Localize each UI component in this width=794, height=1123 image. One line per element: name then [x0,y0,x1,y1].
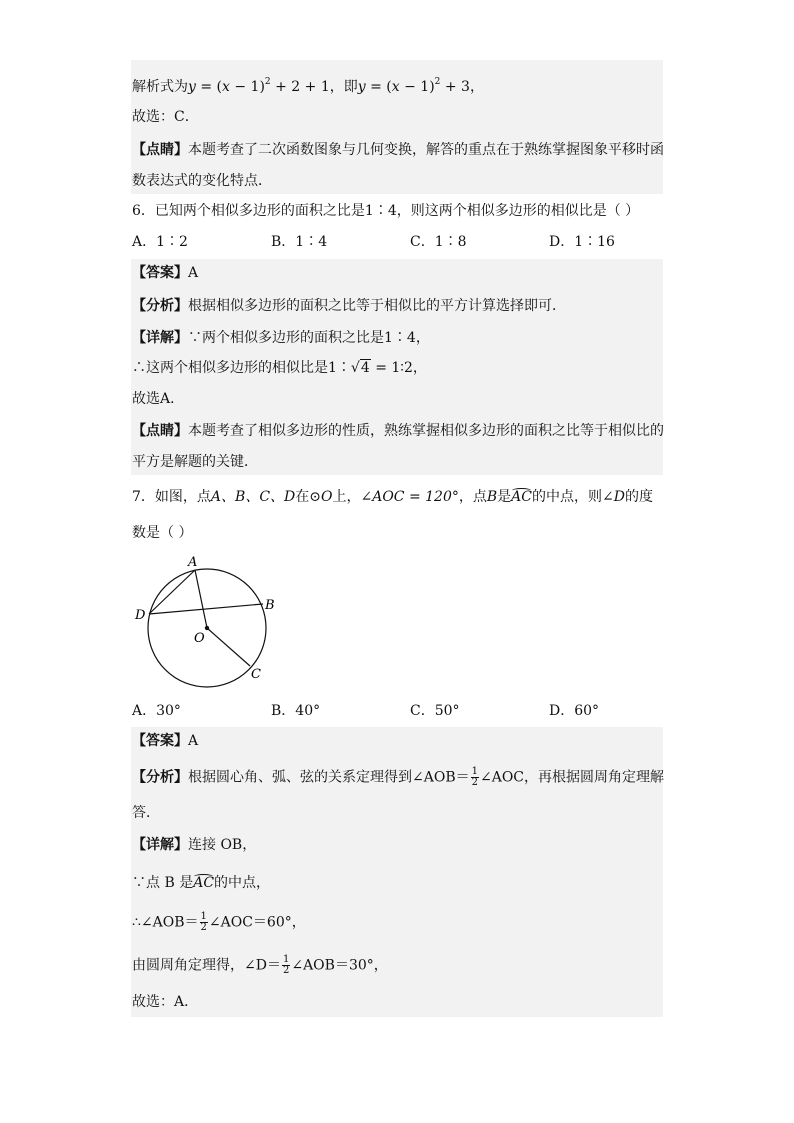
q7-choose: 故选：A． [132,994,199,1010]
q6-dianjing-1: 【点睛】本题考查了相似多边形的性质，熟练掌握相似多边形的面积之比等于相似比的 [132,423,664,439]
segment-db [149,604,263,614]
q6-option-a: A．1∶2 [132,234,188,250]
segment-ao [195,570,207,628]
q7-detail-2: ∵点 B 是AC的中点， [132,875,271,891]
q6-option-d: D．1∶16 [549,234,615,250]
q6-dianjing-2: 平方是解题的关键． [132,454,258,470]
q6-detail-1: 【详解】∵两个相似多边形的面积之比是1∶4， [132,330,430,346]
segment-ad [149,570,195,614]
dianjing-line-5a: 【点睛】本题考查了二次函数图象与几何变换，解答的重点在于熟练掌握图象平移时函 [132,142,664,158]
q6-answer: 【答案】A [132,265,199,281]
q7-option-c: C．50° [410,703,460,719]
label-b: B [265,598,275,613]
question-6-stem: 6．已知两个相似多边形的面积之比是1∶4，则这两个相似多边形的相似比是（ ） [132,203,640,219]
fraction-half-3: $\frac{1}{2}$ [282,954,290,976]
q7-option-a: A．30° [132,703,181,719]
question-7-stem-2: 数是（ ） [132,525,193,541]
label-d: D [135,608,146,623]
q6-option-b: B．1∶4 [271,234,328,250]
label-o: O [194,631,205,646]
q7-answer: 【答案】A [132,733,199,749]
label-a: A [188,555,198,570]
q6-detail-2: ∴这两个相似多边形的相似比是1∶√4 = 1∶2， [132,360,427,376]
q7-option-b: B．40° [271,703,321,719]
choose-line-5: 故选：C． [132,109,199,125]
q7-detail-4: 由圆周角定理得，∠D＝ $\frac{1}{2}$ ∠AOB＝30°， [132,954,388,976]
q7-analysis-2: 答． [132,805,160,821]
q7-option-d: D．60° [549,703,600,719]
q6-choose: 故选A． [132,391,185,407]
q6-option-c: C．1∶8 [410,234,467,250]
q7-detail-3: ∴∠AOB＝ $\frac{1}{2}$ ∠AOC＝60°， [132,911,306,933]
fraction-half-2: $\frac{1}{2}$ [200,911,207,933]
label-c: C [251,667,261,682]
q6-analysis: 【分析】根据相似多边形的面积之比等于相似比的平方计算选择即可． [132,298,566,314]
circle-figure [128,552,288,692]
analytic-expression-line: 解析式为$y = (x - 1)^2 + 2 + 1$，即$y = (x - 1)^2 + 3$， [132,77,484,95]
dianjing-line-5b: 数表达式的变化特点． [132,173,272,189]
fraction-half: $\frac{1}{2}$ [471,766,478,788]
q7-detail-1: 【详解】连接 OB， [132,837,257,853]
q7-analysis-1: 【分析】根据圆心角、弧、弦的关系定理得到∠AOB＝ $\frac{1}{2}$ ∠AOC，再根据圆周角定理解 [132,766,665,788]
question-7-stem-1: 7．如图，点A、B、C、D在⊙O上，∠AOC = 120°，点B是AC的中点，则∠D的度 [132,489,653,505]
center-point [205,626,209,630]
segment-oc [207,628,250,666]
